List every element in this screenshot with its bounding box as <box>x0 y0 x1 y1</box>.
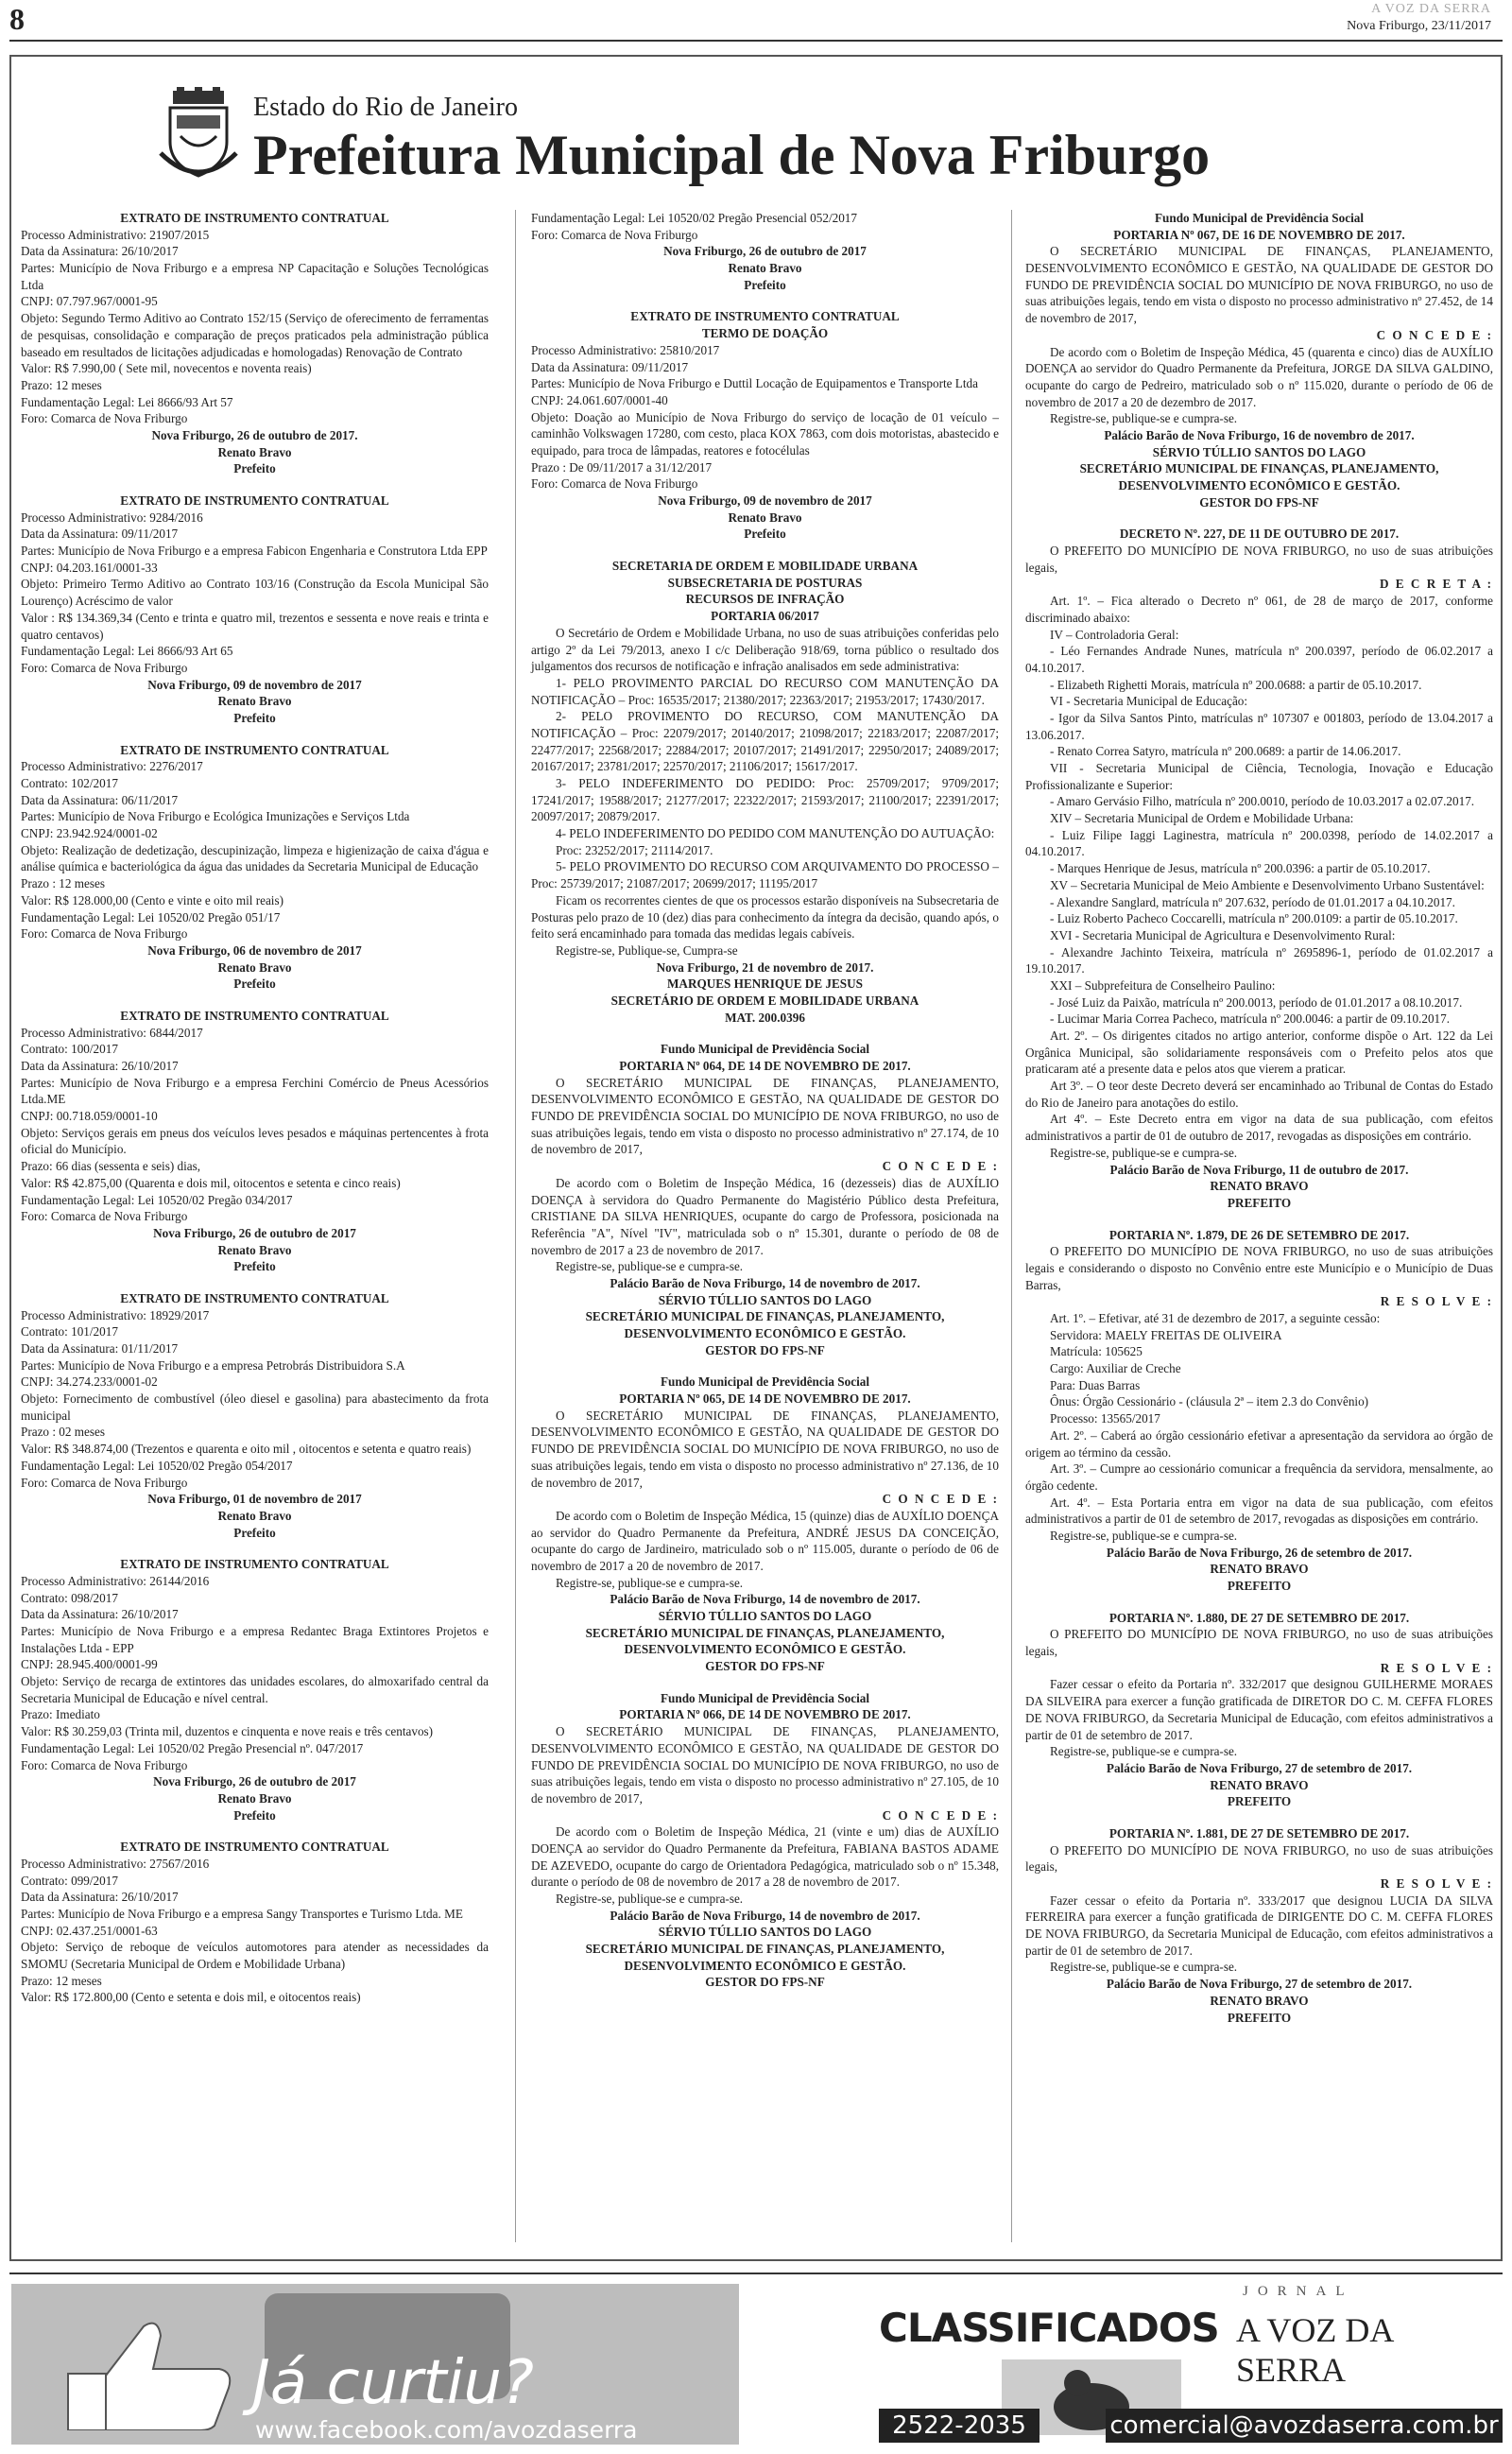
paragraph: Objeto: Segundo Termo Aditivo ao Contrato 152/15 (Serviço de oferecimento de ferramentas de pesquisas, consolidação e comparação de preços praticados pela administração pública baseado em resultados de licitações adjudicadas e homologadas) Renovação de Contrato <box>21 311 489 359</box>
paragraph: Registre-se, publique-se e cumpra-se. <box>1050 1744 1238 1759</box>
paragraph: Processo Administrativo: 25810/2017 <box>531 342 720 357</box>
heading-line: PORTARIA Nº 066, DE 14 DE NOVEMBRO DE 2017. <box>619 1707 911 1722</box>
heading-line: PORTARIA Nº 064, DE 14 DE NOVEMBRO DE 2017. <box>619 1059 911 1073</box>
paragraph: XIV – Secretaria Municipal de Ordem e Mobilidade Urbana: <box>1050 811 1354 826</box>
paragraph: Prazo : 12 meses <box>21 876 105 891</box>
paragraph: Matrícula: 105625 <box>1050 1344 1143 1359</box>
heading-line: GESTOR DO FPS-NF <box>705 1659 825 1674</box>
heading-line: Renato Bravo <box>728 261 802 276</box>
heading-line: Nova Friburgo, 26 de outubro de 2017. <box>151 427 358 442</box>
paragraph: - Elizabeth Righetti Morais, matrícula nº 200.0688: a partir de 05.10.2017. <box>1050 677 1422 692</box>
paragraph: - Luiz Roberto Pacheco Coccarelli, matrícula nº 200.0109: a partir de 05.10.2017. <box>1050 911 1458 926</box>
heading-line: Palácio Barão de Nova Friburgo, 27 de setembro de 2017. <box>1106 1760 1413 1775</box>
paragraph: Prazo: Imediato <box>21 1707 100 1722</box>
paragraph: Registre-se, publique-se e cumpra-se. <box>1050 411 1238 426</box>
heading-line: PREFEITO <box>1227 1579 1292 1593</box>
heading-line: Nova Friburgo, 26 de outubro de 2017 <box>153 1225 356 1240</box>
heading-line: Renato Bravo <box>217 1242 292 1257</box>
paragraph: R E S O L V E : <box>1380 1660 1493 1675</box>
heading-line: Nova Friburgo, 21 de novembro de 2017. <box>656 959 874 975</box>
paragraph: CNPJ: 07.797.967/0001-95 <box>21 294 158 309</box>
paragraph: Contrato: 099/2017 <box>21 1873 118 1888</box>
heading-line: SECRETÁRIO MUNICIPAL DE FINANÇAS, PLANEJAMENTO, DESENVOLVIMENTO ECONÔMICO E GESTÃO. <box>585 1309 945 1340</box>
heading-line: SECRETÁRIO DE ORDEM E MOBILIDADE URBANA <box>610 993 919 1008</box>
heading-line: Renato Bravo <box>217 959 292 975</box>
paragraph: Partes: Município de Nova Friburgo e a empresa Redantec Braga Extintores Projetos e Instalações Ltda - EPP <box>21 1624 489 1655</box>
paragraph: Data da Assinatura: 01/11/2017 <box>21 1341 179 1356</box>
paragraph: Processo Administrativo: 2276/2017 <box>21 759 203 774</box>
paragraph: CNPJ: 24.061.607/0001-40 <box>531 392 668 407</box>
heading-line: Palácio Barão de Nova Friburgo, 16 de novembro de 2017. <box>1104 427 1415 442</box>
heading-line: PREFEITO <box>1227 2010 1292 2025</box>
paragraph: Data da Assinatura: 06/11/2017 <box>21 792 179 807</box>
newspaper-brand: A VOZ DA SERRA <box>1371 2 1491 16</box>
top-rule <box>9 40 1503 42</box>
paragraph: O SECRETÁRIO MUNICIPAL DE FINANÇAS, PLANEJAMENTO, DESENVOLVIMENTO ECONÔMICO E GESTÃO, NA QUALIDADE DE GESTOR DO FUNDO DE PREVIDÊNCIA SOCIAL DO MUNICÍPIO DE NOVA FRIBURGO, no uso de suas atribuições legais, tendo em vista o disposto no processo administrativo nº 27.174, de 10 de novembro de 2017, <box>531 1075 999 1157</box>
heading-line: GESTOR DO FPS-NF <box>705 1975 825 1990</box>
paragraph: De acordo com o Boletim de Inspeção Médica, 15 (quinze) dias de AUXÍLIO DOENÇA ao servidor do Quadro Permanente da Prefeitura, ANDRÉ JESUS DA CONCEIÇÃO, ocupante do cargo de Jardineiro, matriculado sob o nº 115.005, durante o período de 06 de novembro de 2017 a 20 de novembro de 2017. <box>531 1508 999 1573</box>
heading-line: Nova Friburgo, 01 de novembro de 2017 <box>147 1492 362 1507</box>
paragraph: Fundamentação Legal: Lei 10520/02 Pregão 051/17 <box>21 909 281 925</box>
section-title: Prefeitura Municipal de Nova Friburgo <box>253 124 1211 186</box>
heading-line: EXTRATO DE INSTRUMENTO CONTRATUAL <box>120 1008 389 1023</box>
paragraph: De acordo com o Boletim de Inspeção Médica, 16 (dezesseis) dias de AUXÍLIO DOENÇA à servidora do Quadro Permanente do Magistério Público desta Prefeitura, CRISTIANE DA SILVA HENRIQUES, ocupante do cargo de Professora, posicionada na Referência "A", Nível "IV", matriculada sob o nº 15.301, durante o período de 08 de novembro de 2017 a 23 de novembro de 2017. <box>531 1175 999 1257</box>
paragraph: CNPJ: 04.203.161/0001-33 <box>21 560 158 575</box>
paragraph: Objeto: Fornecimento de combustível (óleo diesel e gasolina) para abastecimento da frota municipal <box>21 1391 489 1423</box>
heading-line: MARQUES HENRIQUE DE JESUS <box>666 976 863 992</box>
heading-line: EXTRATO DE INSTRUMENTO CONTRATUAL <box>630 309 900 324</box>
paragraph: Art. 2º. – Os dirigentes citados no artigo anterior, conforme dispõe o Art. 122 da Lei Orgânica Municipal, são solidariamente responsáveis com o Prefeito pelos atos que praticaram até a presente data e pelos atos que vierem a praticar. <box>1025 1028 1493 1077</box>
paragraph: 2- PELO PROVIMENTO DO RECURSO, COM MANUTENÇÃO DA NOTIFICAÇÃO – Proc: 22079/2017; 20140/2017; 21098/2017; 22183/2017; 22087/2017; 22477/2017; 22568/2017; 22884/2017; 20107/2017; 21491/2017; 22950/2017; 24089/2017; 20167/2017; 23781/2017; 22570/2017; 21106/2017; 15617/2017. <box>531 709 999 774</box>
paragraph: Data da Assinatura: 09/11/2017 <box>531 359 689 374</box>
paragraph: 4- PELO INDEFERIMENTO DO PEDIDO COM MANUTENÇÃO DO AUTUAÇÃO: <box>556 826 995 841</box>
paragraph: Partes: Município de Nova Friburgo e a empresa Sangy Transportes e Turismo Ltda. ME <box>21 1907 463 1921</box>
heading-line: RENATO BRAVO <box>1210 1777 1309 1792</box>
heading-line: SECRETÁRIO MUNICIPAL DE FINANÇAS, PLANEJAMENTO, DESENVOLVIMENTO ECONÔMICO E GESTÃO. <box>1079 461 1439 493</box>
paragraph: XV – Secretaria Municipal de Meio Ambiente e Desenvolvimento Urbano Sustentável: <box>1050 877 1485 892</box>
heading-line: PREFEITO <box>1227 1794 1292 1809</box>
paragraph: O SECRETÁRIO MUNICIPAL DE FINANÇAS, PLANEJAMENTO, DESENVOLVIMENTO ECONÔMICO E GESTÃO, NA QUALIDADE DE GESTOR DO FUNDO DE PREVIDÊNCIA SOCIAL DO MUNICÍPIO DE NOVA FRIBURGO, no uso de suas atribuições legais, tendo em vista o disposto no processo administrativo nº 27.105, de 10 de novembro de 2017, <box>531 1724 999 1806</box>
heading-line: EXTRATO DE INSTRUMENTO CONTRATUAL <box>120 1840 389 1855</box>
paragraph: Art 3º. – O teor deste Decreto deverá ser encaminhado ao Tribunal de Contas do Estado do Rio de Janeiro para anotações do estilo. <box>1025 1079 1493 1110</box>
paragraph: Proc: 23252/2017; 21114/2017. <box>556 842 713 857</box>
paragraph: R E S O L V E : <box>1380 1294 1493 1309</box>
paragraph: 3- PELO INDEFERIMENTO DO PEDIDO: Proc: 25709/2017; 9709/2017; 17241/2017; 19588/2017; 21277/2017; 22322/2017; 21593/2017; 21100/2017; 22391/2017; 20097/2017; 20879/2017. <box>531 776 999 824</box>
paragraph: Contrato: 100/2017 <box>21 1042 118 1057</box>
paragraph: - José Luiz da Paixão, matrícula nº 200.0013, período de 01.01.2017 a 08.10.2017. <box>1050 994 1463 1010</box>
paragraph: Valor : R$ 134.369,34 (Cento e trinta e quatro mil, trezentos e sessenta e nove reais e trinta e quatro centavos) <box>21 610 489 642</box>
heading-line: DECRETO Nº. 227, DE 11 DE OUTUBRO DE 2017. <box>1119 527 1400 542</box>
paragraph: Partes: Município de Nova Friburgo e Ecológica Imunizações e Serviços Ltda <box>21 809 410 824</box>
paragraph: O PREFEITO DO MUNICÍPIO DE NOVA FRIBURGO, no uso de suas atribuições legais e considerando o disposto no Convênio entre este Município e o Município de Duas Barras, <box>1025 1244 1493 1292</box>
paragraph: - Alexandre Jachinto Teixeira, matrícula nº 2695896-1, período de 01.02.2017 a 19.10.2017. <box>1025 944 1493 976</box>
paragraph: Art 4º. – Este Decreto entra em vigor na data de sua publicação, com efeitos administrativos a partir de 01 de outubro de 2017, revogadas as disposições em contrário. <box>1025 1112 1493 1144</box>
paragraph: Fundamentação Legal: Lei 10520/02 Pregão 034/2017 <box>21 1192 293 1207</box>
heading-line: Prefeito <box>233 1807 276 1823</box>
ad-headline: Já curtiu? <box>252 2348 534 2418</box>
paragraph: Processo Administrativo: 9284/2016 <box>21 510 203 525</box>
coat-of-arms-icon <box>156 87 241 186</box>
paragraph: C O N C E D E : <box>882 1159 999 1174</box>
heading-line: RENATO BRAVO <box>1210 1562 1309 1577</box>
paragraph: - Renato Correa Satyro, matrícula nº 200.0689: a partir de 14.06.2017. <box>1050 744 1401 759</box>
heading-line: PORTARIA 06/2017 <box>711 609 819 624</box>
paragraph: CNPJ: 28.945.400/0001-99 <box>21 1657 158 1672</box>
heading-line: PORTARIA Nº 067, DE 16 DE NOVEMBRO DE 2017. <box>1113 227 1405 242</box>
paragraph: O SECRETÁRIO MUNICIPAL DE FINANÇAS, PLANEJAMENTO, DESENVOLVIMENTO ECONÔMICO E GESTÃO, NA QUALIDADE DE GESTOR DO FUNDO DE PREVIDÊNCIA SOCIAL DO MUNICÍPIO DE NOVA FRIBURGO, no uso de suas atribuições legais, tendo em vista o disposto no processo administrativo nº 27.136, de 10 de novembro de 2017, <box>531 1408 999 1490</box>
paragraph: Contrato: 101/2017 <box>21 1324 118 1339</box>
paragraph: Registre-se, publique-se e cumpra-se. <box>1050 1528 1238 1543</box>
heading-line: Renato Bravo <box>217 1790 292 1806</box>
heading-line: EXTRATO DE INSTRUMENTO CONTRATUAL <box>120 1557 389 1572</box>
paragraph: Foro: Comarca de Nova Friburgo <box>531 476 698 492</box>
paragraph: Objeto: Primeiro Termo Aditivo ao Contrato 103/16 (Construção da Escola Municipal São Lourenço) Acréscimo de valor <box>21 577 489 609</box>
paragraph: D E C R E T A : <box>1379 577 1493 592</box>
paragraph: Valor: R$ 128.000,00 (Cento e vinte e oito mil reais) <box>21 892 284 907</box>
heading-line: Renato Bravo <box>217 1508 292 1523</box>
heading-line: Palácio Barão de Nova Friburgo, 14 de novembro de 2017. <box>610 1592 920 1607</box>
heading-line: PREFEITO <box>1227 1195 1292 1210</box>
paragraph: Data da Assinatura: 26/10/2017 <box>21 1607 179 1622</box>
paragraph: Objeto: Serviço de recarga de extintores das unidades escolares, do almoxarifado central da Secretaria Municipal de Educação e nível central. <box>21 1674 489 1705</box>
heading-line: Prefeito <box>744 527 786 542</box>
heading-line: EXTRATO DE INSTRUMENTO CONTRATUAL <box>120 742 389 757</box>
paragraph: Valor: R$ 172.800,00 (Cento e setenta e dois mil, e oitocentos reais) <box>21 1990 361 2005</box>
heading-line: Nova Friburgo, 26 de outubro de 2017 <box>153 1774 356 1789</box>
paragraph: - Marques Henrique de Jesus, matrícula nº 200.0396: a partir de 05.10.2017. <box>1050 861 1431 876</box>
paragraph: - Lucimar Maria Correa Pacheco, matrícula nº 200.0046: a partir de 09.10.2017. <box>1050 1011 1451 1027</box>
paragraph: O PREFEITO DO MUNICÍPIO DE NOVA FRIBURGO, no uso de suas atribuições legais, <box>1025 1627 1493 1659</box>
heading-line: Prefeito <box>233 1259 276 1274</box>
jornal-label: JORNAL <box>1243 2284 1354 2299</box>
classificados-brand: A VOZ DA SERRA <box>1236 2311 1393 2389</box>
paragraph: Objeto: Serviço de reboque de veículos automotores para atender as necessidades da SMOMU (Secretaria Municipal de Ordem e Mobilidade Urbana) <box>21 1940 489 1972</box>
paragraph: Processo Administrativo: 21907/2015 <box>21 227 210 242</box>
heading-line: Renato Bravo <box>217 444 292 459</box>
column-3 <box>1025 210 1493 2026</box>
phone-number[interactable]: 2522-2035 <box>879 2409 1040 2443</box>
heading-line: SÉRVIO TÚLLIO SANTOS DO LAGO <box>658 1609 872 1623</box>
heading-line: Palácio Barão de Nova Friburgo, 26 de setembro de 2017. <box>1106 1545 1413 1560</box>
heading-line: PORTARIA Nº. 1.879, DE 26 DE SETEMBRO DE 2017. <box>1108 1227 1410 1242</box>
heading-line: Fundo Municipal de Previdência Social <box>660 1690 870 1705</box>
paragraph: Foro: Comarca de Nova Friburgo <box>21 660 188 675</box>
paragraph: - Luiz Filipe Iaggi Laginestra, matrícula nº 200.0398, período de 14.02.2017 a 04.10.2017. <box>1025 827 1493 859</box>
heading-line: Nova Friburgo, 26 de outubro de 2017 <box>663 244 867 259</box>
heading-line: Prefeito <box>233 1525 276 1540</box>
heading-line: SECRETÁRIO MUNICIPAL DE FINANÇAS, PLANEJAMENTO, DESENVOLVIMENTO ECONÔMICO E GESTÃO. <box>585 1625 945 1657</box>
paragraph: Cargo: Auxiliar de Creche <box>1050 1361 1181 1376</box>
bottom-rule <box>9 2273 1503 2274</box>
column-divider-2 <box>1011 210 1012 2242</box>
heading-line: SÉRVIO TÚLLIO SANTOS DO LAGO <box>1152 444 1366 459</box>
paragraph: CNPJ: 34.274.233/0001-02 <box>21 1374 158 1390</box>
paragraph: O Secretário de Ordem e Mobilidade Urbana, no uso de suas atribuições conferidas pelo artigo 2º da Lei 79/2013, anexo I c/c Deliberação 918/69, torna público o resultado dos julgamentos dos recursos de notificação e infração analisados em sede administrativa: <box>531 625 999 674</box>
heading-line: MAT. 200.0396 <box>725 1010 805 1025</box>
paragraph: Servidora: MAELY FREITAS DE OLIVEIRA <box>1050 1327 1282 1342</box>
paragraph: Ficam os recorrentes cientes de que os processos estarão disponíveis na Subsecretaria de Posturas pelo prazo de 10 (dez) dias para conhecimento da íntegra da decisão, quando após, o feito será encaminhado para tomada das medidas legais cabíveis. <box>531 892 999 942</box>
paragraph: Fundamentação Legal: Lei 10520/02 Pregão 054/2017 <box>21 1458 293 1473</box>
paragraph: Data da Assinatura: 26/10/2017 <box>21 1890 179 1905</box>
thumbs-up-icon <box>40 2317 266 2430</box>
heading-line: Prefeito <box>233 461 276 476</box>
heading-line: EXTRATO DE INSTRUMENTO CONTRATUAL <box>120 493 389 508</box>
paragraph: Foro: Comarca de Nova Friburgo <box>21 1475 188 1490</box>
paragraph: Foro: Comarca de Nova Friburgo <box>21 1757 188 1772</box>
paragraph: Fundamentação Legal: Lei 8666/93 Art 65 <box>21 644 233 659</box>
heading-line: Fundo Municipal de Previdência Social <box>1154 211 1365 225</box>
heading-line: RENATO BRAVO <box>1210 1993 1309 2008</box>
heading-line: Palácio Barão de Nova Friburgo, 27 de setembro de 2017. <box>1106 1977 1413 1992</box>
paragraph: Prazo : De 09/11/2017 a 31/12/2017 <box>531 459 713 475</box>
paragraph: O PREFEITO DO MUNICÍPIO DE NOVA FRIBURGO, no uso de suas atribuições legais, <box>1025 1842 1493 1875</box>
paragraph: Fundamentação Legal: Lei 10520/02 Pregão Presencial 052/2017 <box>531 211 857 225</box>
paragraph: Art. 3º. – Cumpre ao cessionário comunicar a frequência da servidora, mensalmente, ao órgão cedente. <box>1025 1461 1493 1493</box>
paragraph: Processo Administrativo: 18929/2017 <box>21 1307 210 1322</box>
paragraph: Valor: R$ 7.990,00 ( Sete mil, novecentos e noventa reais) <box>21 361 312 376</box>
paragraph: Art. 1º. – Fica alterado o Decreto nº 061, de 28 de março de 2017, conforme discriminado abaixo: <box>1025 594 1493 625</box>
paragraph: Registre-se, publique-se e cumpra-se. <box>556 1259 744 1274</box>
column-2 <box>531 210 999 1991</box>
page-number: 8 <box>9 2 25 36</box>
heading-line: Palácio Barão de Nova Friburgo, 11 de outubro de 2017. <box>1109 1162 1409 1177</box>
heading-line: SÉRVIO TÚLLIO SANTOS DO LAGO <box>658 1925 872 1940</box>
paragraph: Prazo : 02 meses <box>21 1425 105 1440</box>
heading-line: RENATO BRAVO <box>1210 1179 1309 1194</box>
paragraph: VII - Secretaria Municipal de Ciência, Tecnologia, Inovação e Educação Profissionalizante e Superior: <box>1025 761 1493 792</box>
heading-line: Nova Friburgo, 06 de novembro de 2017 <box>147 942 362 958</box>
paragraph: Data da Assinatura: 26/10/2017 <box>21 1059 179 1073</box>
issue-date: Nova Friburgo, 23/11/2017 <box>1347 19 1491 33</box>
paragraph: Partes: Município de Nova Friburgo e a empresa Ferchini Comércio de Pneus Acessórios Ltda.ME <box>21 1075 489 1107</box>
paragraph: Objeto: Serviços gerais em pneus dos veículos leves pesados e máquinas pertencentes à frota oficial do Município. <box>21 1125 489 1157</box>
heading-line: SUBSECRETARIA DE POSTURAS <box>667 575 863 590</box>
paragraph: De acordo com o Boletim de Inspeção Médica, 21 (vinte e um) dias de AUXÍLIO DOENÇA ao servidor do Quadro Permanente da Prefeitura, FABIANA BASTOS ADAME DE AZEVEDO, ocupante do cargo de Orientadora Pedagógica, matriculado sob o nº 15.348, durante o período de 08 de novembro de 2017 a 28 de novembro de 2017. <box>531 1824 999 1890</box>
paragraph: Registre-se, publique-se e cumpra-se. <box>556 1892 744 1906</box>
heading-line: GESTOR DO FPS-NF <box>705 1342 825 1357</box>
paragraph: Objeto: Doação ao Município de Nova Friburgo do serviço de locação de 01 veículo – caminhão Volkswagen 17280, com cesto, placa KOX 7863, com dois motoristas, abastecido e equipado, para troca de lâmpadas, reatores e fotocélulas <box>531 409 999 458</box>
heading-line: SÉRVIO TÚLLIO SANTOS DO LAGO <box>658 1292 872 1307</box>
paragraph: Partes: Município de Nova Friburgo e a empresa Petrobrás Distribuidora S.A <box>21 1357 405 1373</box>
paragraph: Partes: Município de Nova Friburgo e Duttil Locação de Equipamentos e Transporte Ltda <box>531 376 978 391</box>
heading-line: PORTARIA Nº. 1.881, DE 27 DE SETEMBRO DE 2017. <box>1108 1825 1410 1840</box>
paragraph: CNPJ: 02.437.251/0001-63 <box>21 1923 158 1938</box>
heading-line: PORTARIA Nº 065, DE 14 DE NOVEMBRO DE 2017. <box>619 1391 911 1407</box>
paragraph: C O N C E D E : <box>882 1807 999 1823</box>
paragraph: CNPJ: 00.718.059/0001-10 <box>21 1109 158 1124</box>
paragraph: Processo Administrativo: 6844/2017 <box>21 1025 203 1040</box>
paragraph: - Igor da Silva Santos Pinto, matrículas nº 107307 e 001803, período de 13.04.2017 a 13.06.2017. <box>1025 710 1493 742</box>
paragraph: Objeto: Realização de dedetização, descupinização, limpeza e higienização de caixa d'água e análise química e bacteriológica da água das unidades da Secretaria Municipal de Educação <box>21 842 489 874</box>
paragraph: Registre-se, Publique-se, Cumpra-se <box>556 942 738 958</box>
facebook-ad[interactable] <box>11 2284 739 2445</box>
paragraph: Foro: Comarca de Nova Friburgo <box>21 411 188 426</box>
paragraph: 5- PELO PROVIMENTO DO RECURSO COM ARQUIVAMENTO DO PROCESSO – Proc: 25739/2017; 21087/2017; 20699/2017; 11195/2017 <box>531 859 999 891</box>
heading-line: Fundo Municipal de Previdência Social <box>660 1374 870 1390</box>
paragraph: Prazo: 12 meses <box>21 1973 102 1988</box>
paragraph: Prazo: 12 meses <box>21 377 102 392</box>
paragraph: IV – Controladoria Geral: <box>1050 627 1179 642</box>
heading-line: GESTOR DO FPS-NF <box>1199 494 1319 510</box>
paragraph: 1- PELO PROVIMENTO PARCIAL DO RECURSO COM MANUTENÇÃO DA NOTIFICAÇÃO – Proc: 16535/2017; 21380/2017; 22363/2017; 21953/2017; 17430/2017. <box>531 675 999 707</box>
paragraph: Registre-se, publique-se e cumpra-se. <box>1050 1145 1238 1160</box>
paragraph: Art. 2º. – Caberá ao órgão cessionário efetivar a apresentação da servidora ao órgão de origem ao término da cessão. <box>1025 1427 1493 1460</box>
paragraph: Prazo: 66 dias (sessenta e seis) dias, <box>21 1159 201 1174</box>
paragraph: Foro: Comarca de Nova Friburgo <box>21 1209 188 1224</box>
column-divider-1 <box>515 210 516 2242</box>
heading-line: PORTARIA Nº. 1.880, DE 27 DE SETEMBRO DE 2017. <box>1108 1610 1410 1625</box>
paragraph: - Amaro Gervásio Filho, matrícula nº 200.0010, período de 10.03.2017 a 02.07.2017. <box>1050 794 1475 809</box>
paragraph: Foro: Comarca de Nova Friburgo <box>21 926 188 942</box>
heading-line: Fundo Municipal de Previdência Social <box>660 1042 870 1057</box>
paragraph: Fazer cessar o efeito da Portaria nº. 333/2017 que designou LUCIA DA SILVA FERREIRA para exercer a função gratificada de DIRIGENTE DO C. M. CEFFA FLORES DE NOVA FRIBURGO, da Secretaria Municipal de Educação, com efeitos administrativos a partir de 01 de setembro de 2017. <box>1025 1892 1493 1958</box>
paragraph: Contrato: 102/2017 <box>21 776 118 790</box>
paragraph: Partes: Município de Nova Friburgo e a empresa Fabicon Engenharia e Construtora Ltda EPP <box>21 544 488 559</box>
paragraph: Registre-se, publique-se e cumpra-se. <box>1050 1960 1238 1975</box>
paragraph: Processo: 13565/2017 <box>1050 1411 1160 1426</box>
paragraph: CNPJ: 23.942.924/0001-02 <box>21 826 158 841</box>
paragraph: Registre-se, publique-se e cumpra-se. <box>556 1575 744 1590</box>
paragraph: Fundamentação Legal: Lei 10520/02 Pregão Presencial nº. 047/2017 <box>21 1740 364 1755</box>
heading-line: SECRETÁRIO MUNICIPAL DE FINANÇAS, PLANEJAMENTO, DESENVOLVIMENTO ECONÔMICO E GESTÃO. <box>585 1942 945 1973</box>
paragraph: - Alexandre Sanglard, matrícula nº 207.632, período de 01.01.2017 a 04.10.2017. <box>1050 894 1455 909</box>
paragraph: O PREFEITO DO MUNICÍPIO DE NOVA FRIBURGO, no uso de suas atribuições legais, <box>1025 544 1493 575</box>
paragraph: Processo Administrativo: 27567/2016 <box>21 1856 210 1871</box>
email-address[interactable]: comercial@avozdaserra.com.br <box>1106 2409 1503 2443</box>
paragraph: C O N C E D E : <box>1376 327 1493 342</box>
paragraph: VI - Secretaria Municipal de Educação: <box>1050 694 1248 709</box>
heading-line: Palácio Barão de Nova Friburgo, 14 de novembro de 2017. <box>610 1275 920 1290</box>
heading-line: Prefeito <box>233 710 276 725</box>
classificados-ad[interactable] <box>879 2284 1503 2445</box>
paragraph: R E S O L V E : <box>1380 1876 1493 1891</box>
paragraph: - Léo Fernandes Andrade Nunes, matrícula nº 200.0397, período de 06.02.2017 a 04.10.2017. <box>1025 644 1493 675</box>
paragraph: XVI - Secretaria Municipal de Agricultura e Desenvolvimento Rural: <box>1050 927 1396 942</box>
facebook-url[interactable]: www.facebook.com/avozdaserra <box>255 2416 638 2444</box>
heading-line: EXTRATO DE INSTRUMENTO CONTRATUAL <box>120 1290 389 1305</box>
heading-line: Nova Friburgo, 09 de novembro de 2017 <box>658 493 872 508</box>
state-name: Estado do Rio de Janeiro <box>253 93 518 122</box>
paragraph: Valor: R$ 42.875,00 (Quarenta e dois mil, oitocentos e setenta e cinco reais) <box>21 1175 401 1190</box>
paragraph: Ônus: Órgão Cessionário - (cláusula 2ª – item 2.3 do Convênio) <box>1050 1394 1369 1409</box>
heading-line: Palácio Barão de Nova Friburgo, 14 de novembro de 2017. <box>610 1908 920 1923</box>
heading-line: Renato Bravo <box>217 694 292 709</box>
heading-line: Prefeito <box>233 976 276 992</box>
heading-line: Nova Friburgo, 09 de novembro de 2017 <box>147 677 362 692</box>
heading-line: RECURSOS DE INFRAÇÃO <box>685 592 845 607</box>
paragraph: Valor: R$ 30.259,03 (Trinta mil, duzentos e cinquenta e nove reais e três centavos) <box>21 1724 434 1739</box>
paragraph: Foro: Comarca de Nova Friburgo <box>531 227 698 242</box>
paragraph: De acordo com o Boletim de Inspeção Médica, 45 (quarenta e cinco) dias de AUXÍLIO DOENÇA ao servidor do Quadro Permanente da Prefeitura, JORGE DA SILVA GALDINO, ocupante do cargo de Pedreiro, matriculado sob o nº 115.020, durante o período de 06 de novembro de 2017 a 20 de dezembro de 2017. <box>1025 344 1493 409</box>
paragraph: Para: Duas Barras <box>1050 1377 1141 1392</box>
heading-line: EXTRATO DE INSTRUMENTO CONTRATUAL <box>120 211 389 225</box>
heading-line: Renato Bravo <box>728 510 802 525</box>
paragraph: Fundamentação Legal: Lei 8666/93 Art 57 <box>21 394 233 409</box>
paragraph: Data da Assinatura: 26/10/2017 <box>21 244 179 259</box>
paragraph: XXI – Subprefeitura de Conselheiro Paulino: <box>1050 977 1276 993</box>
paragraph: Processo Administrativo: 26144/2016 <box>21 1573 210 1588</box>
paragraph: O SECRETÁRIO MUNICIPAL DE FINANÇAS, PLANEJAMENTO, DESENVOLVIMENTO ECONÔMICO E GESTÃO, NA QUALIDADE DE GESTOR DO FUNDO DE PREVIDÊNCIA SOCIAL DO MUNICÍPIO DE NOVA FRIBURGO, no uso de suas atribuições legais, tendo em vista o disposto no processo administrativo nº 27.452, de 14 de novembro de 2017, <box>1025 244 1493 326</box>
paragraph: C O N C E D E : <box>882 1492 999 1507</box>
paragraph: Valor: R$ 348.874,00 (Trezentos e quarenta e oito mil , oitocentos e setenta e quatro reais) <box>21 1442 472 1457</box>
paragraph: Art. 1º. – Efetivar, até 31 de dezembro de 2017, a seguinte cessão: <box>1050 1311 1381 1325</box>
heading-line: SECRETARIA DE ORDEM E MOBILIDADE URBANA <box>611 559 919 574</box>
column-1 <box>21 210 489 2006</box>
paragraph: Partes: Município de Nova Friburgo e a empresa NP Capacitação e Soluções Tecnológicas Ltda <box>21 261 489 292</box>
heading-line: Prefeito <box>744 277 786 292</box>
heading-line: TERMO DE DOAÇÃO <box>701 326 829 341</box>
paragraph: Contrato: 098/2017 <box>21 1590 118 1605</box>
paragraph: Fazer cessar o efeito da Portaria nº. 332/2017 que designou GUILHERME MORAES DA SILVEIRA para exercer a função gratificada de DIRETOR DO C. M. CEFFA FLORES DE NOVA FRIBURGO, da Secretaria Municipal de Educação, com efeitos administrativos a partir de 01 de setembro de 2017. <box>1025 1677 1493 1742</box>
classificados-title: CLASSIFICADOS <box>879 2305 1219 2351</box>
paragraph: Art. 4º. – Esta Portaria entra em vigor na data de sua publicação, com efeitos administrativos a partir de 01 de setembro de 2017, revogadas as disposições em contrário. <box>1025 1495 1493 1527</box>
paragraph: Data da Assinatura: 09/11/2017 <box>21 527 179 542</box>
